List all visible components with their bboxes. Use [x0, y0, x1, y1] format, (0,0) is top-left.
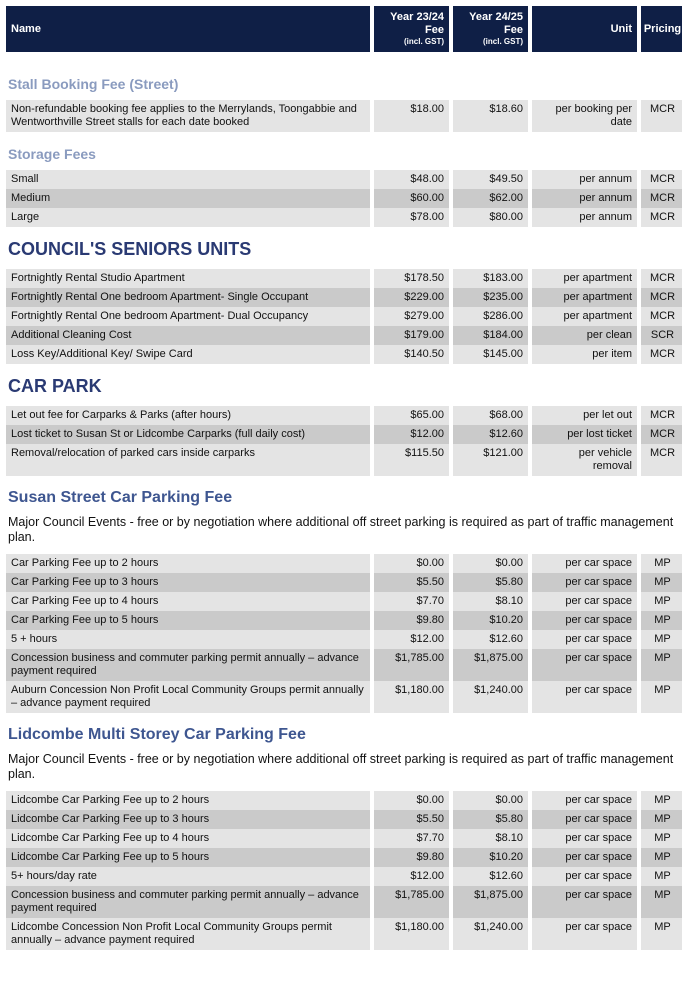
unit-cell: per car space [532, 554, 637, 573]
fee-2023-24-cell: $12.00 [374, 867, 449, 886]
header-unit: Unit [532, 6, 637, 52]
fee-2024-25-cell: $235.00 [453, 288, 528, 307]
pricing-cell: MCR [641, 288, 682, 307]
fee-2023-24-cell: $1,180.00 [374, 918, 449, 950]
pricing-cell: MP [641, 649, 682, 681]
fee-2023-24-cell: $0.00 [374, 554, 449, 573]
unit-cell: per annum [532, 189, 637, 208]
fee-2024-25-cell: $80.00 [453, 208, 528, 227]
fee-2024-25-cell: $62.00 [453, 189, 528, 208]
fee-2023-24-cell: $9.80 [374, 848, 449, 867]
fee-2023-24-cell: $48.00 [374, 170, 449, 189]
table-row [6, 554, 680, 573]
section-title-car-park: CAR PARK [8, 376, 102, 396]
fee-name-cell: Loss Key/Additional Key/ Swipe Card [6, 345, 370, 364]
table-row [6, 189, 680, 208]
table-row [6, 269, 680, 288]
fee-name-cell: Lidcombe Car Parking Fee up to 5 hours [6, 848, 370, 867]
fee-name-cell: Additional Cleaning Cost [6, 326, 370, 345]
fee-2024-25-cell: $68.00 [453, 406, 528, 425]
table-row [6, 208, 680, 227]
fee-2023-24-cell: $7.70 [374, 592, 449, 611]
table-row [6, 867, 680, 886]
pricing-cell: MCR [641, 307, 682, 326]
pricing-cell: MCR [641, 345, 682, 364]
unit-cell: per car space [532, 791, 637, 810]
unit-cell: per car space [532, 886, 637, 918]
header-name: Name [6, 6, 370, 52]
unit-cell: per let out [532, 406, 637, 425]
fee-2023-24-cell: $65.00 [374, 406, 449, 425]
unit-cell: per apartment [532, 269, 637, 288]
table-row [6, 810, 680, 829]
table-row [6, 848, 680, 867]
carpark-rows [6, 406, 676, 476]
table-row [6, 630, 680, 649]
table-row [6, 791, 680, 810]
unit-cell: per car space [532, 848, 637, 867]
fee-name-cell: Lidcombe Car Parking Fee up to 2 hours [6, 791, 370, 810]
unit-cell: per item [532, 345, 637, 364]
section-title-lidcombe: Lidcombe Multi Storey Car Parking Fee [8, 726, 306, 743]
fee-2023-24-cell: $12.00 [374, 425, 449, 444]
fee-2024-25-cell: $121.00 [453, 444, 528, 476]
table-row [6, 100, 680, 132]
fee-name-cell: Fortnightly Rental One bedroom Apartment- Single Occupant [6, 288, 370, 307]
unit-cell: per car space [532, 630, 637, 649]
pricing-cell: MP [641, 918, 682, 950]
fee-2024-25-cell: $12.60 [453, 630, 528, 649]
fee-2023-24-cell: $279.00 [374, 307, 449, 326]
fee-name-cell: Fortnightly Rental Studio Apartment [6, 269, 370, 288]
unit-cell: per annum [532, 170, 637, 189]
unit-cell: per car space [532, 649, 637, 681]
fee-2024-25-cell: $1,240.00 [453, 918, 528, 950]
table-row [6, 573, 680, 592]
fee-2023-24-cell: $12.00 [374, 630, 449, 649]
fee-2023-24-cell: $1,785.00 [374, 886, 449, 918]
unit-cell: per annum [532, 208, 637, 227]
fee-name-cell: 5 + hours [6, 630, 370, 649]
fee-2024-25-cell: $5.80 [453, 810, 528, 829]
fee-2023-24-cell: $0.00 [374, 791, 449, 810]
table-header [6, 6, 680, 52]
fee-2024-25-cell: $12.60 [453, 867, 528, 886]
table-row [6, 681, 680, 713]
section-title-storage: Storage Fees [8, 146, 96, 162]
fee-2024-25-cell: $183.00 [453, 269, 528, 288]
unit-cell: per car space [532, 573, 637, 592]
fee-2023-24-cell: $60.00 [374, 189, 449, 208]
fee-name-cell: Lost ticket to Susan St or Lidcombe Carparks (full daily cost) [6, 425, 370, 444]
pricing-cell: MP [641, 554, 682, 573]
fee-2023-24-cell: $18.00 [374, 100, 449, 132]
pricing-cell: SCR [641, 326, 682, 345]
pricing-cell: MCR [641, 208, 682, 227]
table-row [6, 829, 680, 848]
fee-name-cell: Large [6, 208, 370, 227]
pricing-cell: MCR [641, 269, 682, 288]
pricing-cell: MP [641, 573, 682, 592]
fee-2023-24-cell: $5.50 [374, 573, 449, 592]
fee-name-cell: Non-refundable booking fee applies to the Merrylands, Toongabbie and Wentworthville Street stalls for each date booked [6, 100, 370, 132]
pricing-cell: MCR [641, 189, 682, 208]
fee-2023-24-cell: $140.50 [374, 345, 449, 364]
pricing-cell: MP [641, 867, 682, 886]
table-row [6, 649, 680, 681]
header-year-24-25: Year 24/25 Fee (incl. GST) [453, 6, 528, 52]
unit-cell: per apartment [532, 307, 637, 326]
fee-2024-25-cell: $1,875.00 [453, 886, 528, 918]
fee-2024-25-cell: $8.10 [453, 829, 528, 848]
pricing-cell: MCR [641, 100, 682, 132]
section-title-seniors: COUNCIL'S SENIORS UNITS [8, 239, 252, 259]
fee-name-cell: Auburn Concession Non Profit Local Community Groups permit annually – advance payment required [6, 681, 370, 713]
storage-rows [6, 170, 676, 227]
pricing-cell: MP [641, 592, 682, 611]
section-title-stall: Stall Booking Fee (Street) [8, 76, 179, 92]
fee-2024-25-cell: $184.00 [453, 326, 528, 345]
fee-name-cell: Lidcombe Concession Non Profit Local Community Groups permit annually – advance payment required [6, 918, 370, 950]
unit-cell: per car space [532, 681, 637, 713]
table-row [6, 307, 680, 326]
table-row [6, 886, 680, 918]
fee-2023-24-cell: $178.50 [374, 269, 449, 288]
pricing-cell: MP [641, 810, 682, 829]
fee-2023-24-cell: $5.50 [374, 810, 449, 829]
pricing-cell: MP [641, 611, 682, 630]
table-row [6, 326, 680, 345]
unit-cell: per clean [532, 326, 637, 345]
table-row [6, 592, 680, 611]
unit-cell: per car space [532, 810, 637, 829]
pricing-cell: MP [641, 681, 682, 713]
fee-name-cell: Lidcombe Car Parking Fee up to 3 hours [6, 810, 370, 829]
fee-2023-24-cell: $7.70 [374, 829, 449, 848]
fee-2023-24-cell: $115.50 [374, 444, 449, 476]
seniors-rows [6, 269, 676, 364]
header-year-23-24: Year 23/24 Fee (incl. GST) [374, 6, 449, 52]
fee-2024-25-cell: $286.00 [453, 307, 528, 326]
pricing-cell: MCR [641, 425, 682, 444]
unit-cell: per car space [532, 918, 637, 950]
unit-cell: per car space [532, 867, 637, 886]
fee-name-cell: Concession business and commuter parking permit annually – advance payment required [6, 649, 370, 681]
table-row [6, 425, 680, 444]
fee-name-cell: Fortnightly Rental One bedroom Apartment- Dual Occupancy [6, 307, 370, 326]
pricing-cell: MP [641, 791, 682, 810]
unit-cell: per car space [532, 592, 637, 611]
table-row [6, 611, 680, 630]
fee-2024-25-cell: $1,875.00 [453, 649, 528, 681]
pricing-cell: MP [641, 630, 682, 649]
pricing-cell: MP [641, 848, 682, 867]
fee-name-cell: Medium [6, 189, 370, 208]
pricing-cell: MCR [641, 406, 682, 425]
table-row [6, 345, 680, 364]
pricing-cell: MCR [641, 170, 682, 189]
fee-name-cell: Car Parking Fee up to 2 hours [6, 554, 370, 573]
unit-cell: per vehicle removal [532, 444, 637, 476]
fee-name-cell: Lidcombe Car Parking Fee up to 4 hours [6, 829, 370, 848]
fee-2024-25-cell: $10.20 [453, 611, 528, 630]
table-row [6, 918, 680, 950]
table-row [6, 444, 680, 476]
fee-name-cell: Small [6, 170, 370, 189]
fee-2024-25-cell: $8.10 [453, 592, 528, 611]
fee-2023-24-cell: $179.00 [374, 326, 449, 345]
fee-name-cell: Car Parking Fee up to 5 hours [6, 611, 370, 630]
fee-2024-25-cell: $49.50 [453, 170, 528, 189]
fee-2024-25-cell: $0.00 [453, 554, 528, 573]
unit-cell: per car space [532, 829, 637, 848]
lidcombe-note: Major Council Events - free or by negotiation where additional off street parking is required as part of traffic management plan. [8, 752, 674, 781]
fee-name-cell: Removal/relocation of parked cars inside carparks [6, 444, 370, 476]
lidcombe-rows [6, 791, 676, 950]
fee-2023-24-cell: $78.00 [374, 208, 449, 227]
fee-2024-25-cell: $10.20 [453, 848, 528, 867]
fee-name-cell: Car Parking Fee up to 4 hours [6, 592, 370, 611]
pricing-cell: MP [641, 886, 682, 918]
fee-2024-25-cell: $18.60 [453, 100, 528, 132]
fee-2024-25-cell: $5.80 [453, 573, 528, 592]
fee-name-cell: Let out fee for Carparks & Parks (after hours) [6, 406, 370, 425]
fee-2024-25-cell: $12.60 [453, 425, 528, 444]
fee-name-cell: 5+ hours/day rate [6, 867, 370, 886]
fee-2024-25-cell: $0.00 [453, 791, 528, 810]
pricing-cell: MCR [641, 444, 682, 476]
fee-2024-25-cell: $145.00 [453, 345, 528, 364]
fee-name-cell: Concession business and commuter parking permit annually – advance payment required [6, 886, 370, 918]
unit-cell: per car space [532, 611, 637, 630]
unit-cell: per booking per date [532, 100, 637, 132]
fee-name-cell: Car Parking Fee up to 3 hours [6, 573, 370, 592]
unit-cell: per lost ticket [532, 425, 637, 444]
unit-cell: per apartment [532, 288, 637, 307]
table-row [6, 288, 680, 307]
fee-2023-24-cell: $1,785.00 [374, 649, 449, 681]
susan-note: Major Council Events - free or by negotiation where additional off street parking is required as part of traffic management plan. [8, 515, 674, 544]
fee-2023-24-cell: $1,180.00 [374, 681, 449, 713]
pricing-cell: MP [641, 829, 682, 848]
header-pricing: Pricing [641, 6, 682, 52]
table-row [6, 170, 680, 189]
table-row [6, 406, 680, 425]
fee-2023-24-cell: $9.80 [374, 611, 449, 630]
fee-2023-24-cell: $229.00 [374, 288, 449, 307]
fee-2024-25-cell: $1,240.00 [453, 681, 528, 713]
section-title-susan-street: Susan Street Car Parking Fee [8, 489, 233, 506]
susan-rows [6, 554, 676, 713]
stall-rows [6, 100, 676, 132]
